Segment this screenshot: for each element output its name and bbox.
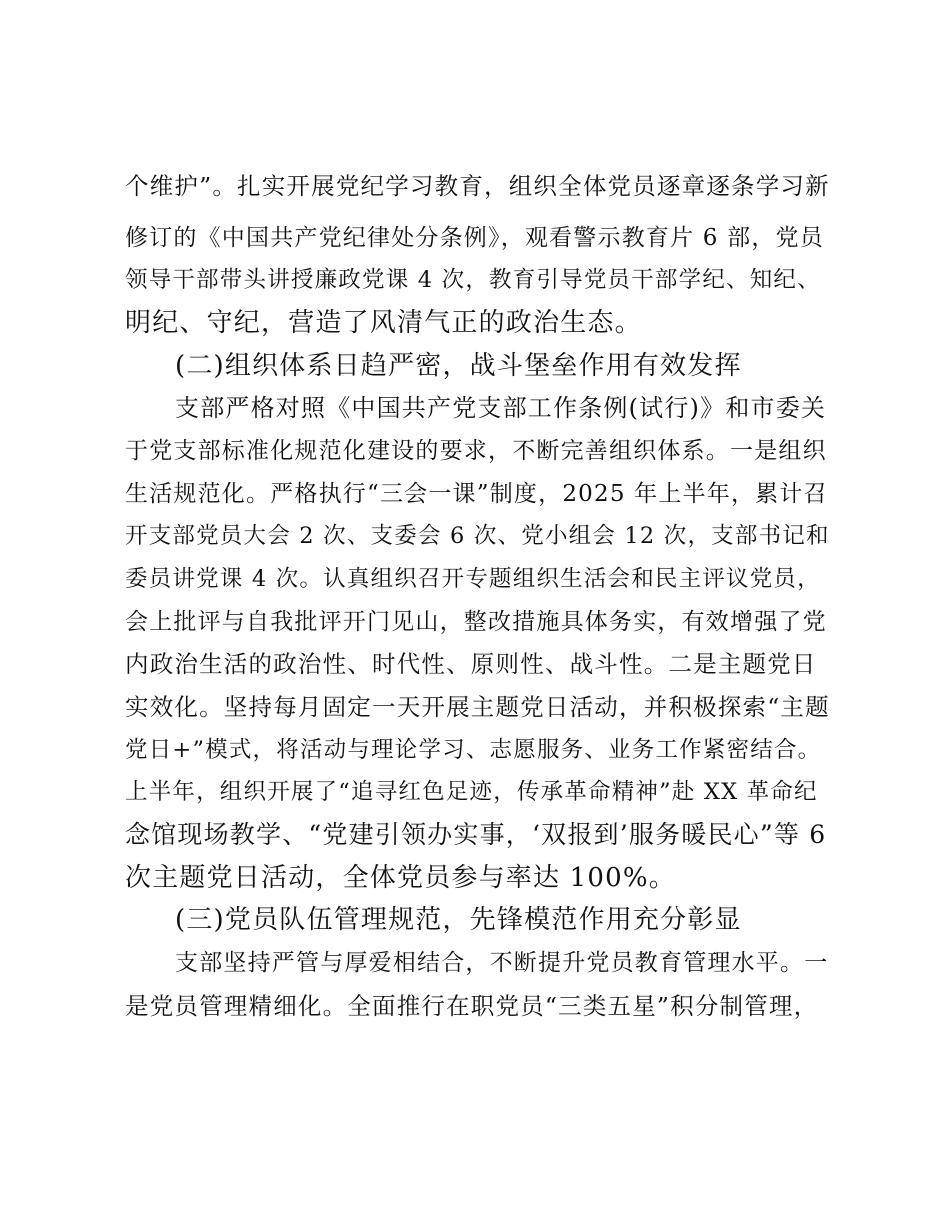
paragraph-line: 上半年，组织开展了“追寻红色足迹，传承革命精神”赴 XX 革命纪 <box>125 779 818 805</box>
paragraph-line: 于党支部标准化规范化建设的要求，不断完善组织体系。一是组织 <box>125 438 827 464</box>
paragraph-line: 支部严格对照《中国共产党支部工作条例(试行)》和市委关 <box>175 394 827 422</box>
paragraph-line: 念馆现场教学、“党建引领办实事，‘双报到’服务暖民心”等 6 <box>125 820 827 849</box>
paragraph-line: 明纪、守纪，营造了风清气正的政治生态。 <box>125 308 642 338</box>
paragraph-line: 会上批评与自我批评开门见山，整改措施具体务实，有效增强了党 <box>125 609 827 635</box>
paragraph-line: 党日+”模式，将活动与理论学习、志愿服务、业务工作紧密结合。 <box>125 737 822 763</box>
paragraph-line: 实效化。坚持每月固定一天开展主题党日活动，并积极探索“主题 <box>125 693 830 721</box>
paragraph-line: 个维护”。扎实开展党纪学习教育，组织全体党员逐章逐条学习新 <box>125 172 830 200</box>
paragraph-line: 次主题党日活动，全体党员参与率达 100%。 <box>125 863 676 893</box>
paragraph-line: 生活规范化。严格执行“三会一课”制度，2025 年上半年，累计召 <box>125 481 828 507</box>
paragraph-line: 内政治生活的政治性、时代性、原则性、战斗性。二是主题党日 <box>125 650 817 678</box>
paragraph-line: 开支部党员大会 2 次、支委会 6 次、党小组会 12 次，支部书记和 <box>125 523 830 549</box>
paragraph-line: 支部坚持严管与厚爱相结合，不断提升党员教育管理水平。一 <box>175 950 829 976</box>
paragraph-line: 领导干部带头讲授廉政党课 4 次，教育引导党员干部学纪、知纪、 <box>125 267 821 293</box>
paragraph-line: 修订的《中国共产党纪律处分条例》，观看警示教育片 6 部，党员 <box>125 225 824 251</box>
section-heading-2: (二)组织体系日趋严密，战斗堡垒作用有效发挥 <box>175 351 742 381</box>
section-heading-3: (三)党员队伍管理规范，先锋模范作用充分彰显 <box>175 905 742 935</box>
paragraph-line: 委员讲党课 4 次。认真组织召开专题组织生活会和民主评议党员， <box>125 566 821 592</box>
paragraph-line: 是党员管理精细化。全面推行在职党员“三类五星”积分制管理， <box>125 992 819 1020</box>
